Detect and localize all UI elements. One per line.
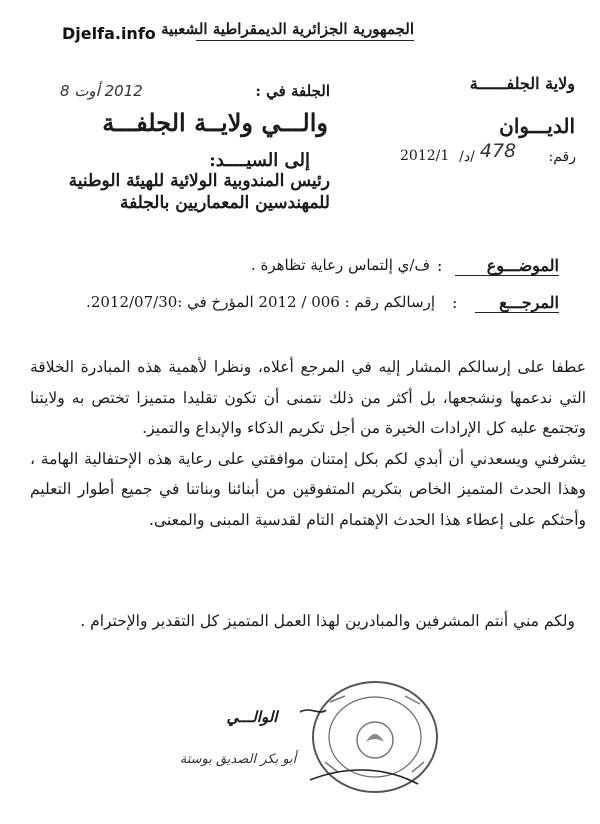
wilaya-name: ولاية الجلفــــــة: [469, 74, 575, 93]
reference-year: 2012/1: [400, 148, 450, 164]
seal-crescent: [366, 734, 384, 742]
reference-number: 478: [479, 140, 517, 162]
seal-emblem: [357, 722, 393, 758]
reference-number-label: رقم:: [548, 149, 576, 165]
diwan-label: الديـــوان: [499, 114, 575, 138]
subject-colon: :: [437, 256, 443, 275]
reference-separator: /د/: [459, 149, 475, 165]
letter-body: [30, 352, 586, 535]
recipient-block: [40, 170, 330, 214]
republic-header: الجمهورية الجزائرية الديمقراطية الشعبية: [196, 20, 414, 41]
subject-label: الموضـــوع: [455, 256, 559, 276]
subject-text: ف/ي إلتماس رعاية تظاهرة .: [250, 256, 430, 274]
sender-title: والـــي ولايــة الجلفـــة: [102, 108, 328, 137]
reference-colon: :: [452, 293, 458, 312]
recipient-salutation: إلى السيــــد:: [209, 150, 310, 171]
recipient-line-2: للمهندسين المعماريين بالجلفة: [119, 193, 330, 213]
closing-line: ولكم مني أنتم المشرفين والمبادرين لهذا العمل المتميز كل التقدير والإحترام .: [80, 612, 575, 630]
body-paragraph-2: يشرفني ويسعدني أن أبدي لكم بكل إمتنان موافقتي على رعاية هذه الإحتفالية الهامة ، وهذا الحدث المتميز الخاص بتكريم المتفوقين من أبنائنا وبناتنا في جميع أطوار التعليم وأحثكم على إعطاء هذا الحدث الإهتمام التام لقدسية المبنى والمعنى.: [30, 449, 586, 529]
official-seal-stamp: [300, 672, 450, 802]
signature-title: الوالـــي: [226, 708, 278, 726]
signature-flourish: [300, 710, 326, 717]
date-label: الجلفة في :: [255, 82, 330, 100]
date-value: 2012 أوت 8: [60, 82, 143, 100]
reference-text: إرسالكم رقم : 006 / 2012 المؤرخ في :2012/07/30.: [86, 293, 435, 311]
signature-name: أبو بكر الصديق بوستة: [179, 752, 297, 767]
seal-rim-marks: [325, 696, 424, 772]
reference-label: المرجـــع: [475, 293, 559, 313]
body-paragraph-1: عطفا على إرسالكم المشار إليه في المرجع أعلاه، ونظرا لأهمية هذه المبادرة الخلاقة التي ندعمها ونشجعها، بل أكثر من ذلك نتمنى أن تكون تقليدا متميزا تختص به ولايتنا وتجتمع عليه كل الإرادات الخيرة من أجل تكريم الذكاء والإبداع والتميز.: [30, 358, 586, 437]
site-watermark: Djelfa.info: [62, 24, 156, 43]
recipient-line-1: رئيس المندوبية الولائية للهيئة الوطنية: [68, 171, 330, 191]
